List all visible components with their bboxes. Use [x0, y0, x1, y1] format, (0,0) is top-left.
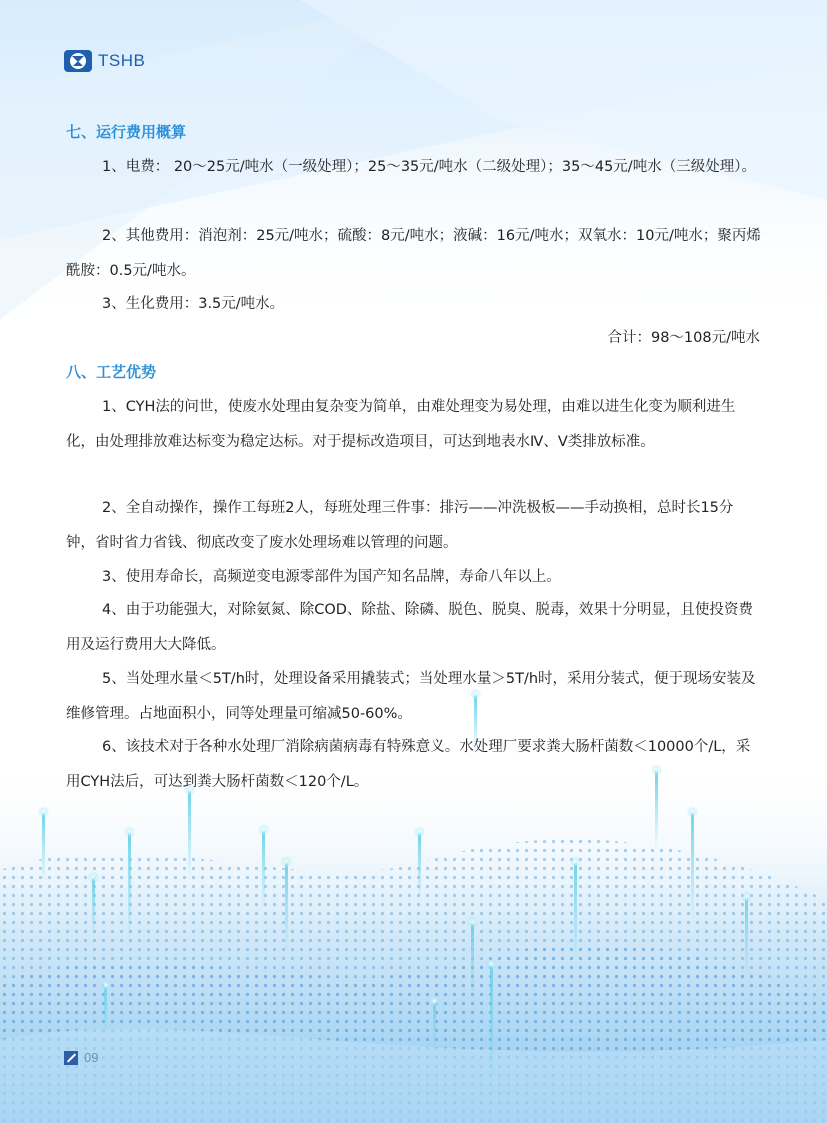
page-footer: [64, 1050, 98, 1065]
tshb-logo-icon: [64, 50, 92, 72]
section-8-item-3: 3、使用寿命长，高频逆变电源零部件为国产知名品牌，寿命八年以上。: [102, 569, 561, 585]
section-7-item-2: 2、其他费用：消泡剂：25元/吨水；硫酸：8元/吨水；液碱：16元/吨水；双氧水：10元/吨水；聚丙烯酰胺：0.5元/吨水。: [66, 228, 761, 279]
section-7-item-1: 1、电费： 20～25元/吨水（一级处理）；25～35元/吨水（二级处理）；35～45元/吨水（三级处理）。: [102, 159, 756, 175]
section-8-item-2: 2、全自动操作，操作工每班2人，每班处理三件事：排污——冲洗极板——手动换相，总时长15分钟，省时省力省钱、彻底改变了废水处理场难以管理的问题。: [66, 500, 734, 551]
section-8-item-6: 6、该技术对于各种水处理厂消除病菌病毒有特殊意义。水处理厂要求粪大肠杆菌数＜10000个/L，采用CYH法后，可达到粪大肠杆菌数＜120个/L。: [66, 739, 751, 790]
brand-name: TSHB: [98, 51, 146, 70]
section-8-title: 八、工艺优势: [66, 363, 157, 381]
section-7-item-3: 3、生化费用：3.5元/吨水。: [102, 296, 285, 312]
section-7-total: 合计：98～108元/吨水: [607, 330, 760, 346]
section-8-item-1: 1、CYH法的问世，使废水处理由复杂变为简单，由难处理变为易处理，由难以进生化变为顺利进生化，由处理排放难达标变为稳定达标。对于提标改造项目，可达到地表水Ⅳ、Ⅴ类排放标准。: [66, 399, 736, 450]
brand-logo: [64, 50, 145, 72]
section-7-title: 七、运行费用概算: [66, 123, 187, 141]
section-8-item-4: 4、由于功能强大，对除氨氮、除COD、除盐、除磷、脱色、脱臭、脱毒，效果十分明显，且使投资费用及运行费用大大降低。: [66, 602, 753, 653]
section-8-item-5: 5、当处理水量＜5T/h时，处理设备采用撬装式；当处理水量＞5T/h时，采用分装式，便于现场安装及维修管理。占地面积小，同等处理量可缩减50-60%。: [66, 671, 756, 722]
page-mark-icon: [64, 1051, 78, 1065]
page-number: 09: [84, 1050, 99, 1065]
